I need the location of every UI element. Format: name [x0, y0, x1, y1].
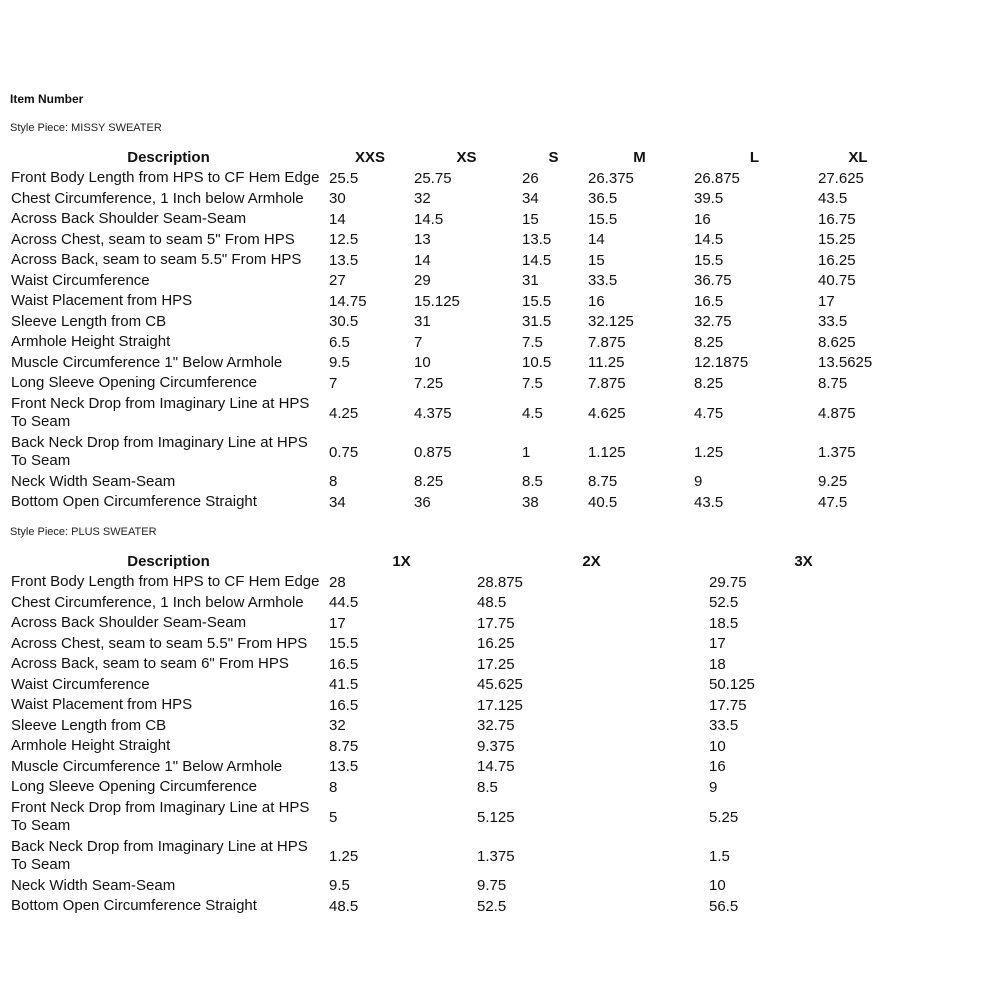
- measurement-value: 1.375: [477, 847, 515, 865]
- measurement-description: Across Chest, seam to seam 5.5" From HPS: [11, 634, 308, 652]
- measurement-value: 28.875: [477, 573, 523, 591]
- measurement-value: 32: [414, 190, 431, 208]
- measurement-value: 45.625: [477, 676, 523, 694]
- measurement-value: 4.25: [329, 404, 359, 422]
- measurement-value: 14.75: [477, 758, 515, 776]
- measurement-value: 25.75: [414, 169, 452, 187]
- measurement-value: 27.625: [818, 169, 864, 187]
- measurement-value: 14: [329, 210, 346, 228]
- missy-size-header: XS: [456, 148, 477, 166]
- missy-table-row: [8, 472, 898, 493]
- missy-size-header: M: [633, 148, 646, 166]
- missy-table-body: [8, 168, 898, 513]
- measurement-value: 38: [522, 493, 539, 511]
- measurement-description: Neck Width Seam-Seam: [11, 876, 176, 894]
- measurement-description: Neck Width Seam-Seam: [11, 472, 176, 490]
- measurement-value: 4.75: [694, 404, 724, 422]
- missy-description-header: Description: [127, 148, 210, 166]
- measurement-value: 16.5: [329, 696, 359, 714]
- measurement-value: 31: [414, 313, 431, 331]
- measurement-description: Armhole Height Straight: [11, 333, 171, 351]
- measurement-value: 8.75: [588, 473, 618, 491]
- measurement-value: 14: [414, 251, 431, 269]
- measurement-value: 33.5: [709, 717, 739, 735]
- measurement-value: 4.625: [588, 404, 626, 422]
- measurement-value: 8: [329, 473, 338, 491]
- measurement-value: 26: [522, 169, 539, 187]
- plus-header-row: [8, 550, 898, 572]
- measurement-value: 15.5: [329, 635, 359, 653]
- measurement-value: 18: [709, 655, 726, 673]
- measurement-value: 36: [414, 493, 431, 511]
- measurement-value: 15.5: [522, 292, 552, 310]
- plus-size-header: 3X: [794, 552, 813, 570]
- measurement-value: 26.375: [588, 169, 634, 187]
- missy-table-row: [8, 394, 898, 433]
- measurement-value: 43.5: [694, 493, 724, 511]
- measurement-value: 48.5: [477, 594, 507, 612]
- plus-size-table: [8, 550, 898, 917]
- measurement-value: 16.5: [329, 655, 359, 673]
- measurement-description: Waist Circumference: [11, 675, 150, 693]
- measurement-value: 17.75: [477, 614, 515, 632]
- measurement-value: 16.5: [694, 292, 724, 310]
- measurement-value: 17: [818, 292, 835, 310]
- measurement-description: Waist Placement from HPS: [11, 292, 193, 310]
- measurement-description: Front Neck Drop from Imaginary Line at HPS To Seam: [11, 395, 310, 430]
- measurement-value: 7.5: [522, 374, 543, 392]
- measurement-value: 47.5: [818, 493, 848, 511]
- plus-table-row: [8, 613, 898, 634]
- plus-table-row: [8, 757, 898, 778]
- measurement-value: 13.5: [329, 251, 359, 269]
- plus-table-row: [8, 572, 898, 593]
- measurement-value: 7.875: [588, 333, 626, 351]
- missy-table-row: [8, 291, 898, 312]
- missy-size-header: XXS: [354, 148, 385, 166]
- missy-table-row: [8, 433, 898, 472]
- missy-table-row: [8, 250, 898, 271]
- measurement-description: Bottom Open Circumference Straight: [11, 897, 257, 915]
- measurement-value: 25.5: [329, 169, 359, 187]
- measurement-value: 44.5: [329, 594, 359, 612]
- measurement-value: 56.5: [709, 897, 739, 915]
- plus-table-row: [8, 876, 898, 897]
- measurement-value: 8.5: [522, 473, 543, 491]
- missy-header-row: [8, 146, 898, 168]
- measurement-value: 14.5: [414, 210, 444, 228]
- measurement-value: 15.5: [588, 210, 618, 228]
- measurement-description: Long Sleeve Opening Circumference: [11, 374, 257, 392]
- measurement-description: Chest Circumference, 1 Inch below Armhole: [11, 593, 304, 611]
- measurement-value: 13.5: [522, 231, 552, 249]
- plus-size-header: 2X: [582, 552, 601, 570]
- measurement-value: 15.5: [694, 251, 724, 269]
- measurement-value: 16.25: [818, 251, 856, 269]
- measurement-value: 8.75: [329, 737, 359, 755]
- measurement-value: 8.25: [694, 333, 724, 351]
- measurement-description: Bottom Open Circumference Straight: [11, 493, 257, 511]
- measurement-value: 8.25: [694, 374, 724, 392]
- measurement-description: Sleeve Length from CB: [11, 312, 167, 330]
- measurement-description: Front Body Length from HPS to CF Hem Edge: [11, 573, 320, 591]
- missy-style-piece: Style Piece: MISSY SWEATER: [10, 122, 162, 134]
- measurement-value: 16: [709, 758, 726, 776]
- measurement-value: 17.125: [477, 696, 523, 714]
- measurement-value: 39.5: [694, 190, 724, 208]
- measurement-value: 13: [414, 231, 431, 249]
- plus-table-row: [8, 837, 898, 876]
- measurement-value: 32.75: [477, 717, 515, 735]
- missy-table-row: [8, 189, 898, 210]
- missy-size-header: XL: [848, 148, 868, 166]
- measurement-description: Front Body Length from HPS to CF Hem Edge: [11, 169, 320, 187]
- missy-table-row: [8, 353, 898, 374]
- measurement-description: Muscle Circumference 1" Below Armhole: [11, 757, 283, 775]
- measurement-value: 33.5: [588, 272, 618, 290]
- measurement-value: 9.5: [329, 354, 350, 372]
- plus-table-row: [8, 736, 898, 757]
- measurement-value: 16: [588, 292, 605, 310]
- measurement-value: 0.875: [414, 443, 452, 461]
- missy-table-row: [8, 492, 898, 513]
- measurement-value: 0.75: [329, 443, 359, 461]
- measurement-value: 10.5: [522, 354, 552, 372]
- plus-table-row: [8, 777, 898, 798]
- missy-table-row: [8, 271, 898, 292]
- measurement-value: 14.5: [694, 231, 724, 249]
- measurement-value: 15: [522, 210, 539, 228]
- measurement-description: Across Chest, seam to seam 5" From HPS: [11, 230, 295, 248]
- plus-table-row: [8, 675, 898, 696]
- measurement-description: Back Neck Drop from Imaginary Line at HPS To Seam: [11, 434, 308, 469]
- plus-table-row: [8, 716, 898, 737]
- measurement-description: Back Neck Drop from Imaginary Line at HPS To Seam: [11, 838, 308, 873]
- measurement-value: 1.375: [818, 443, 856, 461]
- measurement-value: 5.25: [709, 808, 739, 826]
- missy-table-row: [8, 230, 898, 251]
- measurement-value: 1.25: [329, 847, 359, 865]
- measurement-value: 31.5: [522, 313, 552, 331]
- measurement-value: 26.875: [694, 169, 740, 187]
- measurement-value: 43.5: [818, 190, 848, 208]
- measurement-value: 12.5: [329, 231, 359, 249]
- plus-style-piece: Style Piece: PLUS SWEATER: [10, 526, 157, 538]
- measurement-value: 52.5: [477, 897, 507, 915]
- measurement-description: Across Back, seam to seam 5.5" From HPS: [11, 251, 302, 269]
- measurement-value: 1.5: [709, 847, 730, 865]
- measurement-value: 48.5: [329, 897, 359, 915]
- measurement-value: 4.5: [522, 404, 543, 422]
- measurement-value: 9.375: [477, 737, 515, 755]
- measurement-value: 29: [414, 272, 431, 290]
- measurement-value: 11.25: [588, 354, 625, 372]
- measurement-value: 41.5: [329, 676, 359, 694]
- missy-table-row: [8, 332, 898, 353]
- measurement-value: 16: [694, 210, 711, 228]
- measurement-description: Across Back Shoulder Seam-Seam: [11, 210, 247, 228]
- measurement-value: 9: [694, 473, 703, 491]
- measurement-value: 9.75: [477, 877, 507, 895]
- plus-table-row: [8, 634, 898, 655]
- measurement-value: 15.25: [818, 231, 856, 249]
- measurement-value: 13.5: [329, 758, 359, 776]
- measurement-value: 10: [709, 737, 726, 755]
- measurement-value: 4.375: [414, 404, 452, 422]
- measurement-value: 1: [522, 443, 531, 461]
- plus-table-row: [8, 593, 898, 614]
- measurement-value: 8.25: [414, 473, 444, 491]
- measurement-value: 40.75: [818, 272, 856, 290]
- measurement-value: 1.25: [694, 443, 724, 461]
- measurement-value: 16.25: [477, 635, 515, 653]
- measurement-value: 32: [329, 717, 346, 735]
- measurement-value: 12.1875: [694, 354, 749, 372]
- plus-size-header: 1X: [392, 552, 411, 570]
- measurement-value: 52.5: [709, 594, 739, 612]
- measurement-value: 31: [522, 272, 539, 290]
- missy-table-row: [8, 168, 898, 189]
- measurement-value: 32.125: [588, 313, 634, 331]
- plus-table-row: [8, 695, 898, 716]
- measurement-value: 8.5: [477, 778, 498, 796]
- missy-size-table: [8, 146, 898, 513]
- measurement-value: 17.75: [709, 696, 747, 714]
- measurement-value: 10: [709, 877, 726, 895]
- measurement-value: 9: [709, 778, 718, 796]
- missy-table-row: [8, 312, 898, 333]
- measurement-value: 18.5: [709, 614, 739, 632]
- missy-table-row: [8, 209, 898, 230]
- measurement-value: 29.75: [709, 573, 747, 591]
- measurement-value: 7.25: [414, 374, 444, 392]
- measurement-value: 6.5: [329, 333, 350, 351]
- measurement-value: 14.5: [522, 251, 552, 269]
- measurement-value: 5: [329, 808, 338, 826]
- plus-table-body: [8, 572, 898, 917]
- measurement-value: 40.5: [588, 493, 618, 511]
- measurement-value: 4.875: [818, 404, 856, 422]
- measurement-value: 17: [709, 635, 726, 653]
- measurement-value: 34: [522, 190, 539, 208]
- plus-table-row: [8, 654, 898, 675]
- measurement-value: 1.125: [588, 443, 626, 461]
- measurement-value: 9.25: [818, 473, 848, 491]
- measurement-value: 9.5: [329, 877, 350, 895]
- measurement-description: Sleeve Length from CB: [11, 716, 167, 734]
- measurement-value: 32.75: [694, 313, 732, 331]
- measurement-description: Chest Circumference, 1 Inch below Armhole: [11, 189, 304, 207]
- measurement-value: 30: [329, 190, 346, 208]
- measurement-value: 7: [414, 333, 423, 351]
- measurement-description: Waist Placement from HPS: [11, 696, 193, 714]
- measurement-value: 7: [329, 374, 338, 392]
- measurement-description: Armhole Height Straight: [11, 737, 171, 755]
- measurement-description: Long Sleeve Opening Circumference: [11, 778, 257, 796]
- measurement-value: 34: [329, 493, 346, 511]
- measurement-value: 36.75: [694, 272, 732, 290]
- measurement-value: 5.125: [477, 808, 515, 826]
- measurement-value: 10: [414, 354, 431, 372]
- measurement-value: 15: [588, 251, 605, 269]
- measurement-description: Across Back Shoulder Seam-Seam: [11, 614, 247, 632]
- measurement-value: 14: [588, 231, 605, 249]
- item-number-label: Item Number: [10, 92, 84, 106]
- measurement-value: 16.75: [818, 210, 856, 228]
- measurement-value: 28: [329, 573, 346, 591]
- measurement-value: 17: [329, 614, 346, 632]
- measurement-value: 33.5: [818, 313, 848, 331]
- missy-size-header: S: [548, 148, 559, 166]
- plus-description-header: Description: [127, 552, 210, 570]
- missy-size-header: L: [749, 148, 760, 166]
- measurement-description: Across Back, seam to seam 6" From HPS: [11, 655, 289, 673]
- measurement-value: 8.75: [818, 374, 848, 392]
- measurement-value: 8: [329, 778, 338, 796]
- measurement-value: 7.875: [588, 374, 626, 392]
- measurement-value: 7.5: [522, 333, 543, 351]
- measurement-description: Waist Circumference: [11, 271, 150, 289]
- measurement-value: 13.5625: [818, 354, 873, 372]
- plus-table-row: [8, 798, 898, 837]
- plus-table-row: [8, 896, 898, 917]
- measurement-value: 15.125: [414, 292, 460, 310]
- measurement-value: 8.625: [818, 333, 856, 351]
- measurement-value: 17.25: [477, 655, 515, 673]
- measurement-value: 30.5: [329, 313, 359, 331]
- measurement-value: 36.5: [588, 190, 618, 208]
- measurement-value: 27: [329, 272, 346, 290]
- missy-table-row: [8, 373, 898, 394]
- measurement-description: Muscle Circumference 1" Below Armhole: [11, 353, 283, 371]
- measurement-value: 50.125: [709, 676, 755, 694]
- measurement-description: Front Neck Drop from Imaginary Line at HPS To Seam: [11, 799, 310, 834]
- measurement-value: 14.75: [329, 292, 367, 310]
